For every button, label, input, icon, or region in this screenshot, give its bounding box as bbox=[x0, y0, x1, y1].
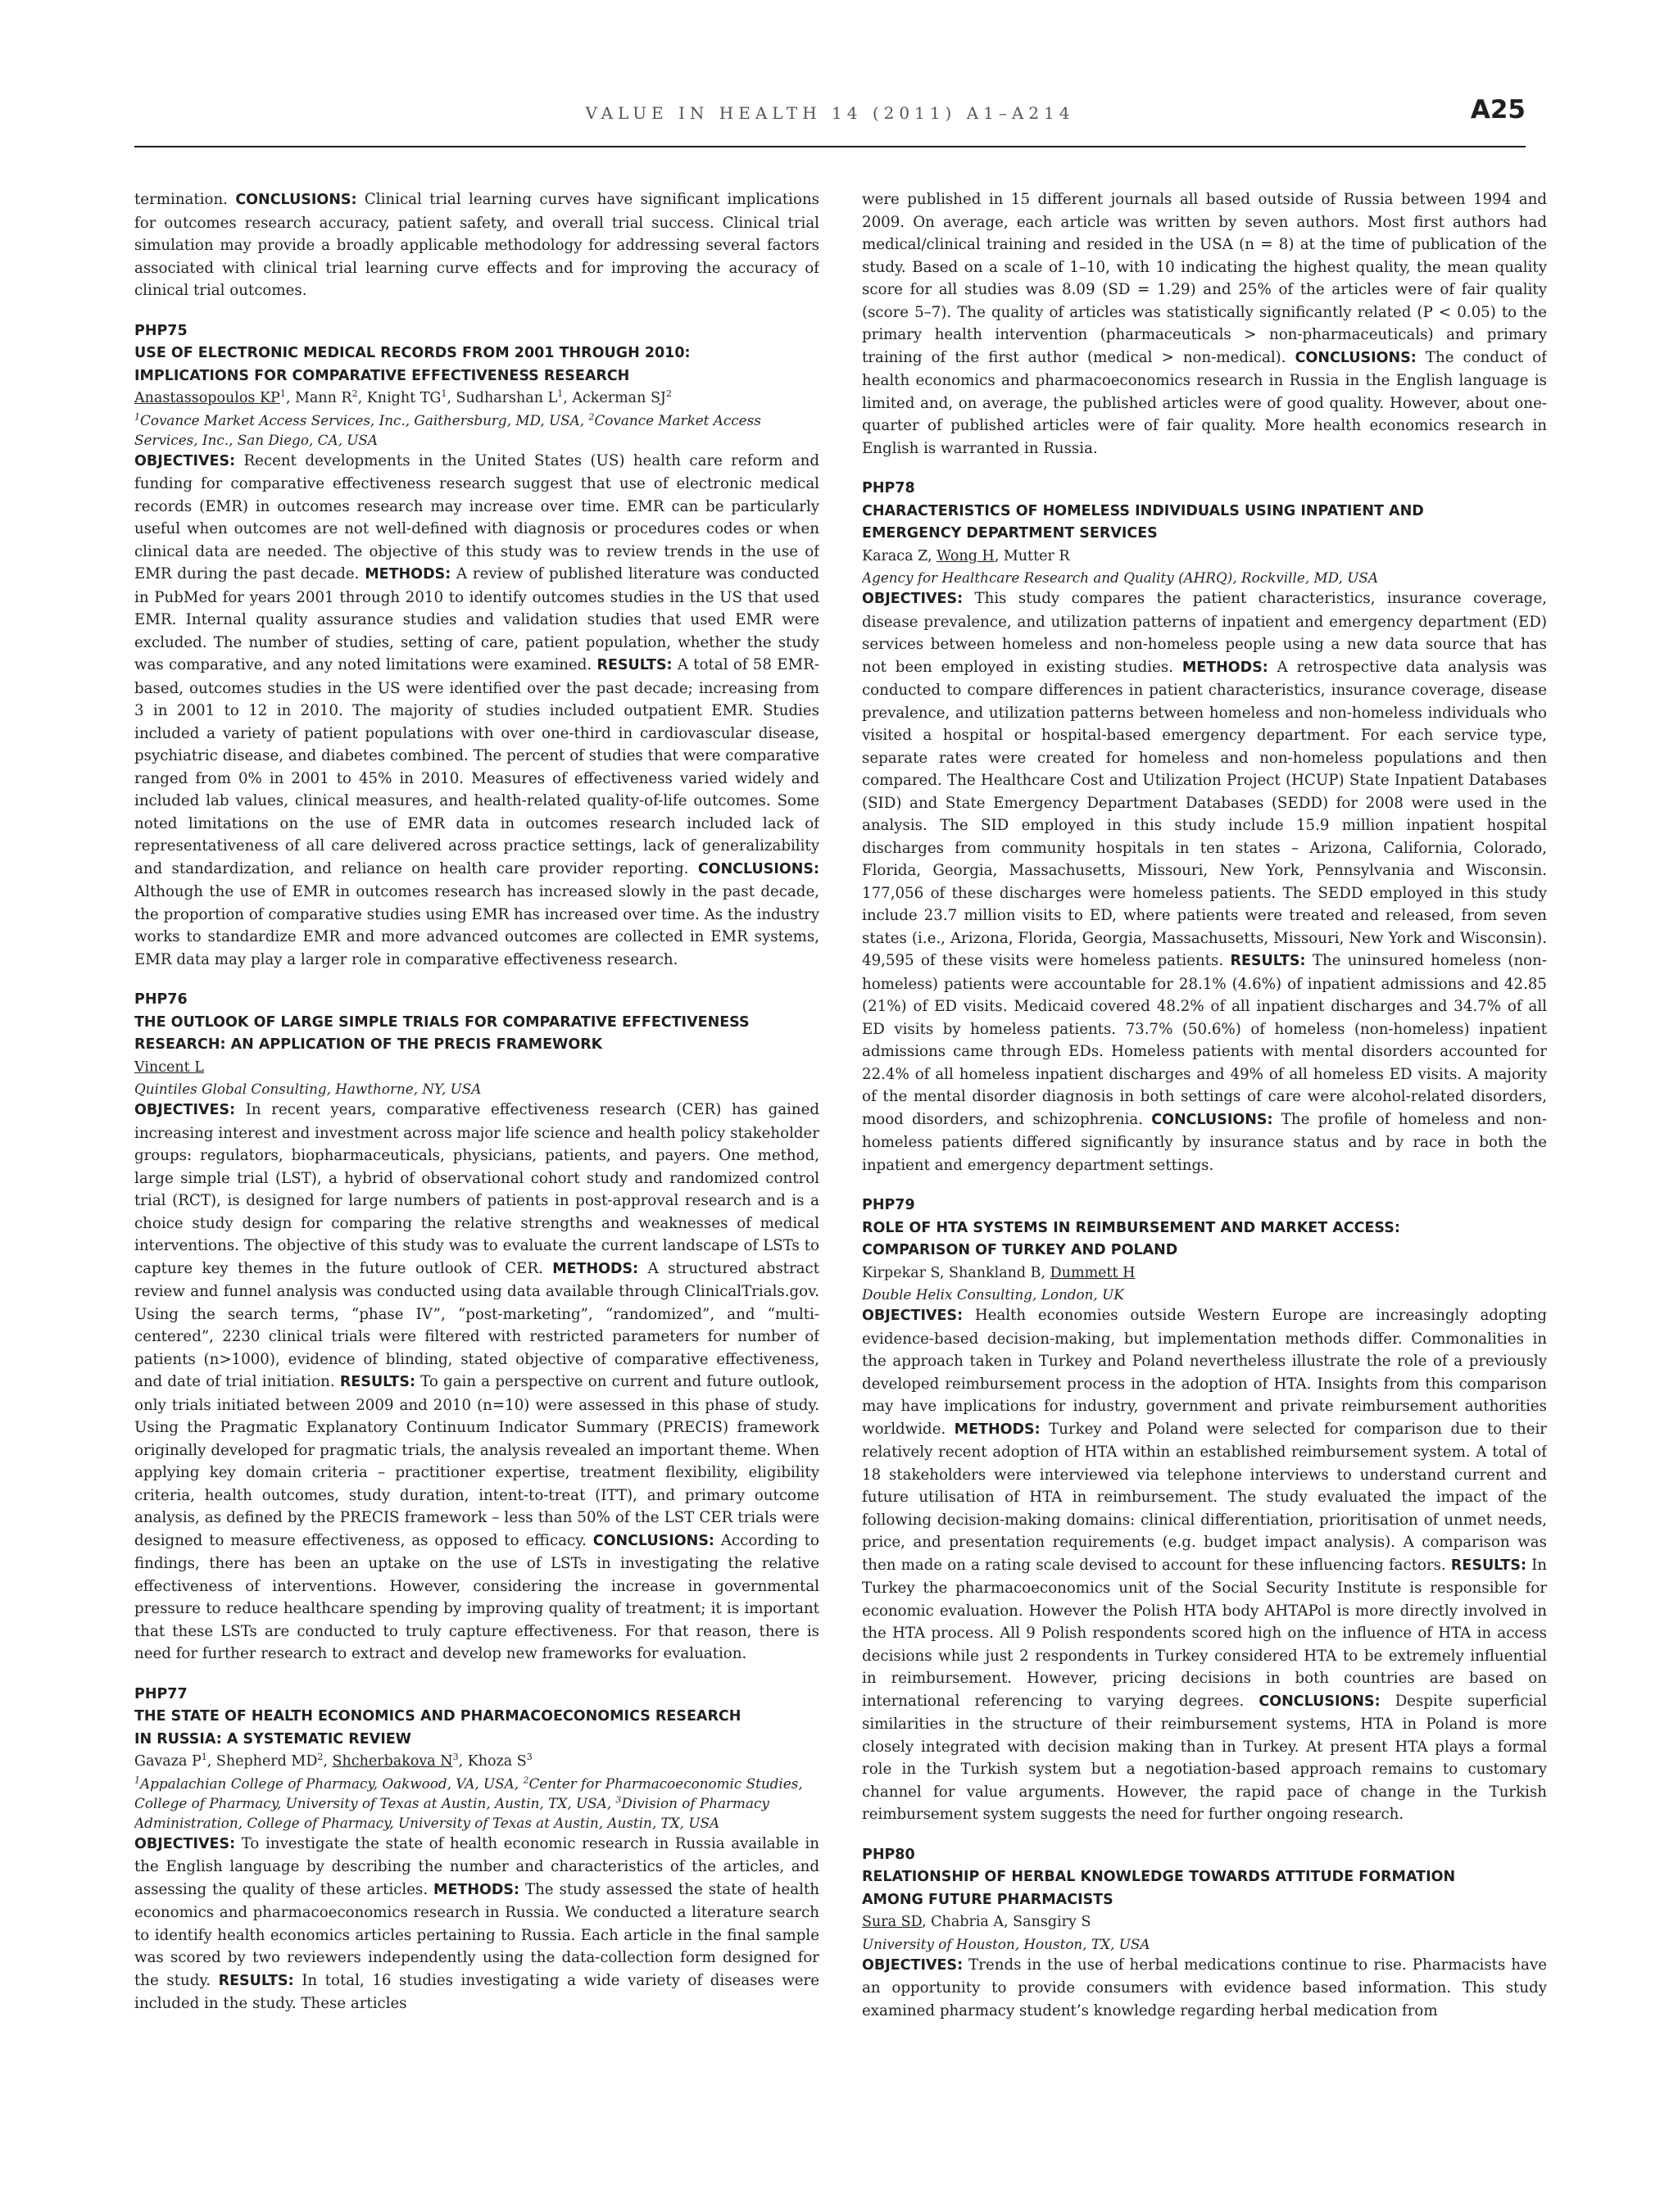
abstract-authors: Kirpekar S, Shankland B, Dummett H bbox=[862, 1264, 1136, 1281]
abstract-authors: Sura SD, Chabria A, Sansgiry S bbox=[862, 1914, 1091, 1930]
abstract-affiliation: University of Houston, Houston, TX, USA bbox=[862, 1935, 1150, 1952]
abstract-php77 bbox=[134, 1684, 819, 2015]
abstract-affiliation: Agency for Healthcare Research and Quality (AHRQ), Rockville, MD, USA bbox=[862, 569, 1378, 586]
abstract-title: THE STATE OF HEALTH ECONOMICS AND PHARMACOECONOMICS RESEARCH IN RUSSIA: A SYSTEMATIC REVIEW bbox=[134, 1708, 741, 1747]
abstract-body: OBJECTIVES: Health economies outside Western Europe are increasingly adopting evidence-based decision-making, but implementation methods differ. Commonalities in the approach taken in Turkey and Poland nevertheless illustrate the role of a previously developed reimbursement process in the adoption of HTA. Insights from this comparison may have implications for industry, government and private reimbursement authorities worldwide. METHODS: Turkey and Poland were selected for comparison due to their relatively recent adoption of HTA within an established reimbursement system. A total of 18 stakeholders were interviewed via telephone interviews to understand current and future utilisation of HTA in reimbursement. The study evaluated the impact of the following decision-making domains: clinical differentiation, prioritisation of unmet needs, price, and presentation requirements (e.g. budget impact analysis). A comparison was then made on a rating scale devised to account for these influencing factors. RESULTS: In Turkey the pharmacoeconomics unit of the Social Security Institute is responsible for economic evaluation. However the Polish HTA body AHTAPol is more directly involved in the HTA process. All 9 Polish respondents scored high on the influence of HTA in access decisions while just 2 respondents in Turkey considered HTA to be extremely influential in reimbursement. However, pricing decisions in both countries are based on international referencing to varying degrees. CONCLUSIONS: Despite superficial similarities in the structure of their reimbursement systems, HTA in Poland is more closely integrated with decision making than in Turkey. At present HTA plays a formal role in the Turkish system but a negotiation-based approach remains to customary channel for value arguments. However, the rapid pace of change in the Turkish reimbursement system suggests the need for further ongoing research. bbox=[862, 1307, 1547, 1823]
conclusions-label: CONCLUSIONS: bbox=[1295, 349, 1417, 366]
abstract-authors: Gavaza $P^1$, Shepherd $MD^2$, Shcherbakova $N^3$, Khoza $S^3$ bbox=[134, 1752, 533, 1770]
abstract-affiliation: Double Helix Consulting, London, UK bbox=[862, 1286, 1124, 1303]
conclusions-label: CONCLUSIONS: bbox=[235, 192, 357, 208]
abstract-body: OBJECTIVES: Trends in the use of herbal medications continue to rise. Pharmacists have an opportunity to provide consumers with evidence based information. This study examined pharmacy student’s knowledge regarding herbal medication from bbox=[862, 1956, 1547, 2019]
abstract-title: THE OUTLOOK OF LARGE SIMPLE TRIALS FOR COMPARATIVE EFFECTIVENESS RESEARCH: AN APPLICATION OF THE PRECIS FRAMEWORK bbox=[134, 1013, 750, 1053]
abstract-authors: Vincent L bbox=[134, 1058, 204, 1076]
abstract-authors: Karaca Z, Wong H, Mutter R bbox=[862, 547, 1070, 564]
running-header bbox=[134, 95, 1526, 144]
abstract-php80 bbox=[862, 1844, 1547, 2023]
continuation-paragraph: termination. CONCLUSIONS: Clinical trial learning curves have significant implications for outcomes research accuracy, patient safety, and overall trial success. Clinical trial simulation may provide a broadly applicable methodology for addressing several factors associated with clinical trial learning curve effects and for improving the accuracy of clinical trial outcomes. bbox=[134, 191, 819, 299]
abstract-title: USE OF ELECTRONIC MEDICAL RECORDS FROM 2001 THROUGH 2010: IMPLICATIONS FOR COMPARATIVE EFFECTIVENESS RESEARCH bbox=[134, 345, 691, 384]
abstract-affiliation: Quintiles Global Consulting, Hawthorne, NY, USA bbox=[134, 1081, 482, 1097]
abstract-php76 bbox=[134, 989, 819, 1666]
abstract-php75 bbox=[134, 320, 819, 972]
abstract-authors: Anastassopoulos $KP^1$, Mann $R^2$, Knight $TG^1$, Sudharshan $L^1$, Ackerman $SJ^2$ bbox=[134, 388, 672, 406]
abstract-body: OBJECTIVES: This study compares the patient characteristics, insurance coverage, disease prevalence, and utilization patterns of inpatient and emergency department (ED) services between homeless and non-homeless people using a new data source that has not been employed in existing studies. METHODS: A retrospective data analysis was conducted to compare differences in patient characteristics, insurance coverage, disease prevalence, and utilization patterns between homeless and non-homeless individuals who visited a hospital or hospital-based emergency department. For each service type, separate rates were created for homeless and non-homeless populations and then compared. The Healthcare Cost and Utilization Project (HCUP) State Inpatient Databases (SID) and State Emergency Department Databases (SEDD) for 2008 were used in the analysis. The SID employed in this study include 15.9 million inpatient hospital discharges from community hospitals in ten states – Arizona, California, Colorado, Florida, Georgia, Massachusetts, Missouri, New York, Pennsylvania and Wisconsin. 177,056 of these discharges were homeless patients. The SEDD employed in this study include 23.7 million visits to ED, where patients were treated and released, from seven states (i.e., Arizona, Florida, Georgia, Massachusetts, Missouri, New York and Wisconsin). 49,595 of these visits were homeless patients. RESULTS: The uninsured homeless (non-homeless) patients were accountable for 28.1% (4.6%) of inpatient admissions and 42.85 (21%) of ED visits. Medicaid covered 48.2% of all inpatient discharges and 34.7% of all ED visits by homeless patients. 73.7% (50.6%) of homeless (non-homeless) inpatient admissions came through EDs. Homeless patients with mental disorders accounted for 22.4% of all homeless inpatient discharges and 49% of all homeless ED visits. A majority of the mental disorder diagnosis in both settings of care were alcohol-related disorders, mood disorders, and schizophrenia. CONCLUSIONS: The profile of homeless and non-homeless patients differed significantly by insurance status and by race in both the inpatient and emergency department settings. bbox=[862, 590, 1547, 1174]
page-number: A25 bbox=[1470, 95, 1526, 125]
abstract-code: PHP78 bbox=[862, 480, 915, 496]
abstract-affiliation: $^1$Appalachian College of Pharmacy, Oakwood, VA, USA, $^2$Center for Pharmacoeconomic Studies, College of Pharmacy, University of Texas at Austin, Austin, TX, USA, $^3$Division of Pharmacy Administration, College of Pharmacy, University of Texas at Austin, Austin, TX, USA bbox=[134, 1774, 803, 1831]
abstract-code: PHP75 bbox=[134, 322, 188, 339]
left-column bbox=[134, 188, 819, 2187]
abstract-code: PHP76 bbox=[134, 991, 188, 1008]
journal-running-title: VALUE IN HEALTH 14 (2011) A1–A214 bbox=[585, 103, 1075, 123]
abstract-title: ROLE OF HTA SYSTEMS IN REIMBURSEMENT AND MARKET ACCESS: COMPARISON OF TURKEY AND POLAND bbox=[862, 1219, 1400, 1258]
abstract-title: RELATIONSHIP OF HERBAL KNOWLEDGE TOWARDS ATTITUDE FORMATION AMONG FUTURE PHARMACISTS bbox=[862, 1869, 1456, 1908]
abstract-php78 bbox=[862, 478, 1547, 1176]
abstract-code: PHP79 bbox=[862, 1197, 915, 1213]
abstract-body: OBJECTIVES: Recent developments in the United States (US) health care reform and funding for comparative effectiveness research suggest that use of electronic medical records (EMR) in outcomes research may increase over time. EMR can be particularly useful when outcomes are not well-defined with diagnosis or procedures codes or when clinical data are needed. The objective of this study was to review trends in the use of EMR during the past decade. METHODS: A review of published literature was conducted in PubMed for years 2001 through 2010 to identify outcomes studies in the US that used EMR. Internal quality assurance studies and validation studies that used EMR were excluded. The number of studies, setting of care, patient population, whether the study was comparative, and any noted limitations were examined. RESULTS: A total of 58 EMR-based, outcomes studies in the US were identified over the past decade; increasing from 3 in 2001 to 12 in 2010. The majority of studies included outpatient EMR. Studies included a variety of patient populations with over one-third in cardiovascular disease, psychiatric disease, and diabetes combined. The percent of studies that were comparative ranged from 0% in 2001 to 45% in 2010. Measures of effectiveness varied widely and included lab values, clinical measures, and health-related quality-of-life outcomes. Some noted limitations on the use of EMR data in outcomes research included lack of representativeness of all care delivered across practice settings, lack of generalizability and standardization, and reliance on health care provider reporting. CONCLUSIONS: Although the use of EMR in outcomes research has increased slowly in the past decade, the proportion of comparative studies using EMR has increased over time. As the industry works to standardize EMR and more advanced outcomes are collected in EMR systems, EMR data may play a larger role in comparative effectiveness research. bbox=[134, 451, 819, 968]
continuation-paragraph: were published in 15 different journals all based outside of Russia between 1994 and 2009. On average, each article was written by seven authors. Most first authors had medical/clinical training and resided in the USA (n = 8) at the time of publication of the study. Based on a scale of 1–10, with 10 indicating the highest quality, the mean quality score for all studies was 8.09 (SD = 1.29) and 25% of the articles were of fair quality (score 5–7). The quality of articles was statistically significantly related (P < 0.05) to the primary health intervention (pharmaceuticals > non-pharmaceuticals) and primary training of the first author (medical > non-medical). CONCLUSIONS: The conduct of health economics and pharmacoeconomics research in Russia in the English language is limited and, on average, the published articles were of good quality. However, about one-quarter of published articles were of fair quality. More health economics research in English is warranted in Russia. bbox=[862, 191, 1547, 457]
right-column bbox=[862, 188, 1547, 2187]
abstract-php79 bbox=[862, 1194, 1547, 1826]
abstract-body: OBJECTIVES: To investigate the state of health economic research in Russia available in the English language by describing the number and characteristics of the articles, and assessing the quality of these articles. METHODS: The study assessed the state of health economics and pharmacoeconomics research in Russia. We conducted a literature search to identify health economics articles pertaining to Russia. Each article in the final sample was scored by two reviewers independently using the data-collection form designed for the study. RESULTS: In total, 16 studies investigating a wide variety of diseases were included in the study. These articles bbox=[134, 1834, 819, 2012]
header-rule bbox=[134, 146, 1526, 147]
abstract-code: PHP80 bbox=[862, 1846, 915, 1863]
abstract-title: CHARACTERISTICS OF HOMELESS INDIVIDUALS USING INPATIENT AND EMERGENCY DEPARTMENT SERVICES bbox=[862, 502, 1424, 542]
abstract-body: OBJECTIVES: In recent years, comparative effectiveness research (CER) has gained increasing interest and investment across major life science and health policy stakeholder groups: regulators, biopharmaceuticals, physicians, patients, and payers. One method, large simple trial (LST), a hybrid of observational cohort study and randomized control trial (RCT), is designed for large numbers of patients in post-approval research and is a choice study design for comparing the relative strengths and weaknesses of medical interventions. The objective of this study was to evaluate the current landscape of LSTs to capture key themes in the future outlook of CER. METHODS: A structured abstract review and funnel analysis was conducted using data available through ClinicalTrials.gov. Using the search terms, “phase IV”, “post-marketing”, “randomized”, and “multi-centered”, 2230 clinical trials were filtered with restricted parameters for number of patients (n>1000), evidence of blinding, stated objective of comparative effectiveness, and date of trial initiation. RESULTS: To gain a perspective on current and future outlook, only trials initiated between 2009 and 2010 (n=10) were assessed in this phase of study. Using the Pragmatic Explanatory Continuum Indicator Summary (PRECIS) framework originally developed for pragmatic trials, the analysis revealed an important theme. When applying key domain criteria – practitioner expertise, treatment flexibility, eligibility criteria, health outcomes, study duration, intent-to-treat (ITT), and primary outcome analysis, as defined by the PRECIS framework – less than 50% of the LST CER trials were designed to measure effectiveness, as opposed to efficacy. CONCLUSIONS: According to findings, there has been an uptake on the use of LSTs in investigating the relative effectiveness of interventions. However, considering the increase in governmental pressure to reduce healthcare spending by improving quality of treatment; it is important that these LSTs are conducted to truly capture effectiveness. For that reason, there is need for further research to extract and develop new frameworks for evaluation. bbox=[134, 1101, 819, 1662]
abstract-code: PHP77 bbox=[134, 1685, 188, 1702]
abstract-affiliation: $^1$Covance Market Access Services, Inc., Gaithersburg, MD, USA, $^2$Covance Market Access Services, Inc., San Diego, CA, USA bbox=[134, 410, 761, 448]
